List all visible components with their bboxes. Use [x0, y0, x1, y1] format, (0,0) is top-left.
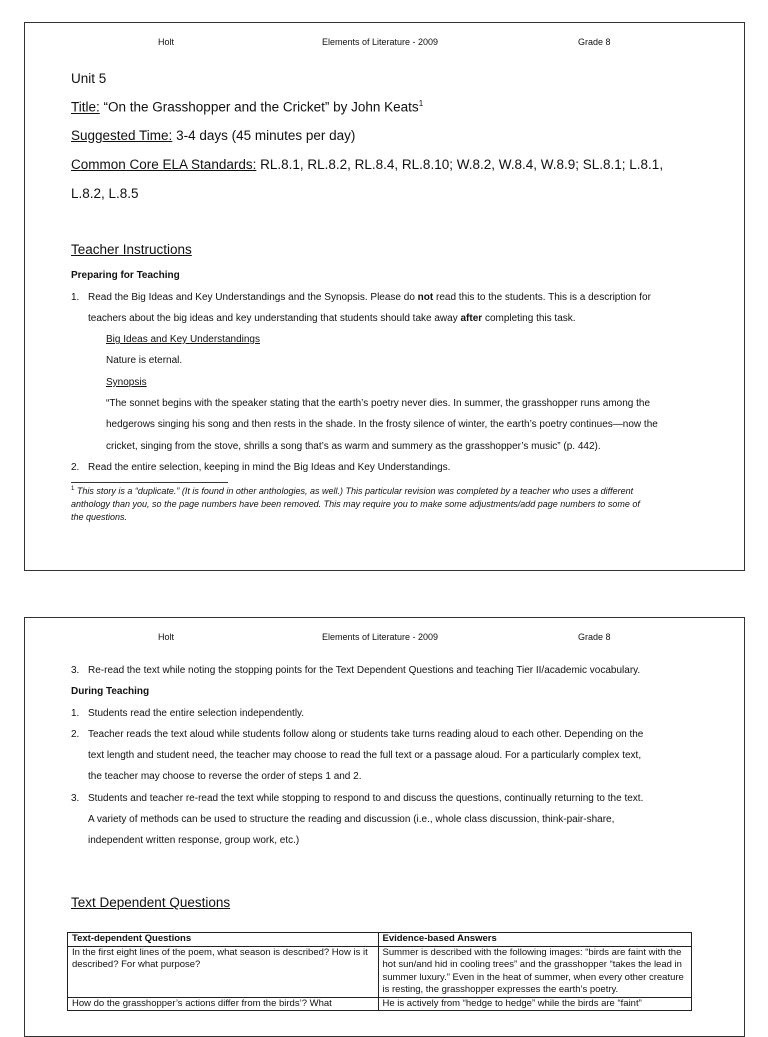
during-item-2-line-1: Teacher reads the text aloud while students follow along or students take turns reading aloud to each other. Depending on the — [88, 729, 644, 740]
table-header-row — [68, 933, 692, 947]
preparing-heading: Preparing for Teaching — [71, 270, 180, 281]
text-dependent-questions-heading: Text Dependent Questions — [71, 895, 231, 910]
header-publisher: Holt — [158, 632, 175, 642]
big-ideas-heading: Big Ideas and Key Understandings — [106, 334, 260, 345]
title-label: Title: — [71, 99, 100, 115]
header-publisher: Holt — [158, 37, 175, 47]
prep-item-1-line-1 — [88, 292, 651, 303]
header-book-title: Elements of Literature - 2009 — [322, 632, 439, 642]
during-item-2-line-3: the teacher may choose to reverse the order of steps 1 and 2. — [88, 771, 362, 782]
during-teaching-heading: During Teaching — [71, 686, 150, 697]
title-text: “On the Grasshopper and the Cricket” by John Keats — [99, 99, 419, 115]
list-number: 2. — [71, 729, 80, 740]
synopsis-line-3: cricket, singing from the stove, shrills a song that’s as warm and summery as the grasshopper’s music” (p. 442). — [106, 441, 601, 452]
during-item-1: Students read the entire selection independently. — [88, 708, 305, 719]
during-item-3-line-3: independent written response, group work, etc.) — [88, 835, 300, 846]
question-cell: In the first eight lines of the poem, what season is described? How is it described? For what purpose? — [68, 946, 379, 997]
prep-item-1-line-2 — [88, 313, 576, 324]
prep-item-2: Read the entire selection, keeping in mind the Big Ideas and Key Understandings. — [88, 462, 451, 473]
text-run: teachers about the big ideas and key understanding that students should take away — [88, 313, 461, 324]
title-line — [71, 99, 423, 115]
page-header — [25, 37, 744, 49]
synopsis-heading: Synopsis — [106, 377, 147, 388]
emphasis-not: not — [417, 292, 434, 303]
document-page-2 — [24, 617, 745, 1037]
prep-item-3: Re-read the text while noting the stopping points for the Text Dependent Questions and teaching Tier II/academic vocabulary. — [88, 665, 641, 676]
suggested-time-text: 3-4 days (45 minutes per day) — [172, 128, 356, 143]
suggested-time-line — [71, 128, 355, 143]
list-number: 3. — [71, 793, 80, 804]
synopsis-line-2: hedgerows singing his song and then rests in the shade. In the frosty silence of winter, the earth’s poetry continues—now the — [106, 419, 658, 430]
text-run: read this to the students. This is a description for — [433, 292, 651, 303]
text-run: completing this task. — [482, 313, 576, 324]
footnote-divider — [71, 482, 228, 483]
header-book-title: Elements of Literature - 2009 — [322, 37, 439, 47]
text-run: This story is a “duplicate.” (It is found in other anthologies, as well.) This particular revision was completed by a teacher who uses a different — [74, 486, 634, 496]
list-number: 2. — [71, 462, 80, 473]
footnote-line-1 — [71, 486, 633, 496]
text-run: Read the Big Ideas and Key Understandings and the Synopsis. Please do — [88, 292, 418, 303]
synopsis-line-1: “The sonnet begins with the speaker stating that the earth’s poetry never dies. In summer, the grasshopper runs among the — [106, 398, 651, 409]
header-grade: Grade 8 — [578, 632, 611, 642]
during-item-3-line-2: A variety of methods can be used to structure the reading and discussion (i.e., whole class discussion, think-pair-share, — [88, 814, 615, 825]
title-footnote-mark: 1 — [418, 99, 424, 108]
column-header-questions: Text-dependent Questions — [68, 933, 379, 947]
header-grade: Grade 8 — [578, 37, 611, 47]
questions-table — [67, 932, 692, 1011]
footnote-line-2: anthology than you, so the page numbers have been removed. This may require you to make some adjustments/add page numbers to some of — [71, 499, 640, 509]
footnote-mark: 1 — [71, 486, 75, 492]
emphasis-after: after — [460, 313, 483, 324]
table-row — [68, 997, 692, 1011]
standards-line — [71, 157, 663, 172]
big-ideas-text: Nature is eternal. — [106, 355, 183, 366]
teacher-instructions-heading: Teacher Instructions — [71, 242, 192, 257]
unit-label: Unit 5 — [71, 71, 107, 86]
question-cell: How do the grasshopper’s actions differ from the birds’? What — [68, 997, 379, 1011]
answer-cell: Summer is described with the following images: “birds are faint with the hot sun/and hid in cooling trees” and the grasshopper “takes the lead in summer luxury.” Even in the heat of summer, when every other creature is resting, the grasshopper expresses the earth’s poetry. — [378, 946, 692, 997]
standards-text: RL.8.1, RL.8.2, RL.8.4, RL.8.10; W.8.2, W.8.4, W.8.9; SL.8.1; L.8.1, — [256, 157, 664, 172]
footnote-line-3: the questions. — [71, 512, 128, 522]
document-page-1 — [24, 22, 745, 571]
list-number: 1. — [71, 708, 80, 719]
during-item-3-line-1: Students and teacher re-read the text while stopping to respond to and discuss the questions, continually returning to the text. — [88, 793, 644, 804]
during-item-2-line-2: text length and student need, the teacher may choose to read the full text or a passage aloud. For a particularly complex text, — [88, 750, 642, 761]
list-number: 1. — [71, 292, 80, 303]
page-header — [25, 632, 744, 644]
standards-label: Common Core ELA Standards: — [71, 157, 257, 172]
answer-cell: He is actively from “hedge to hedge” while the birds are “faint” — [378, 997, 692, 1011]
list-number: 3. — [71, 665, 80, 676]
table-row — [68, 946, 692, 997]
suggested-time-label: Suggested Time: — [71, 128, 173, 143]
column-header-answers: Evidence-based Answers — [378, 933, 692, 947]
standards-line-continued: L.8.2, L.8.5 — [71, 186, 139, 201]
